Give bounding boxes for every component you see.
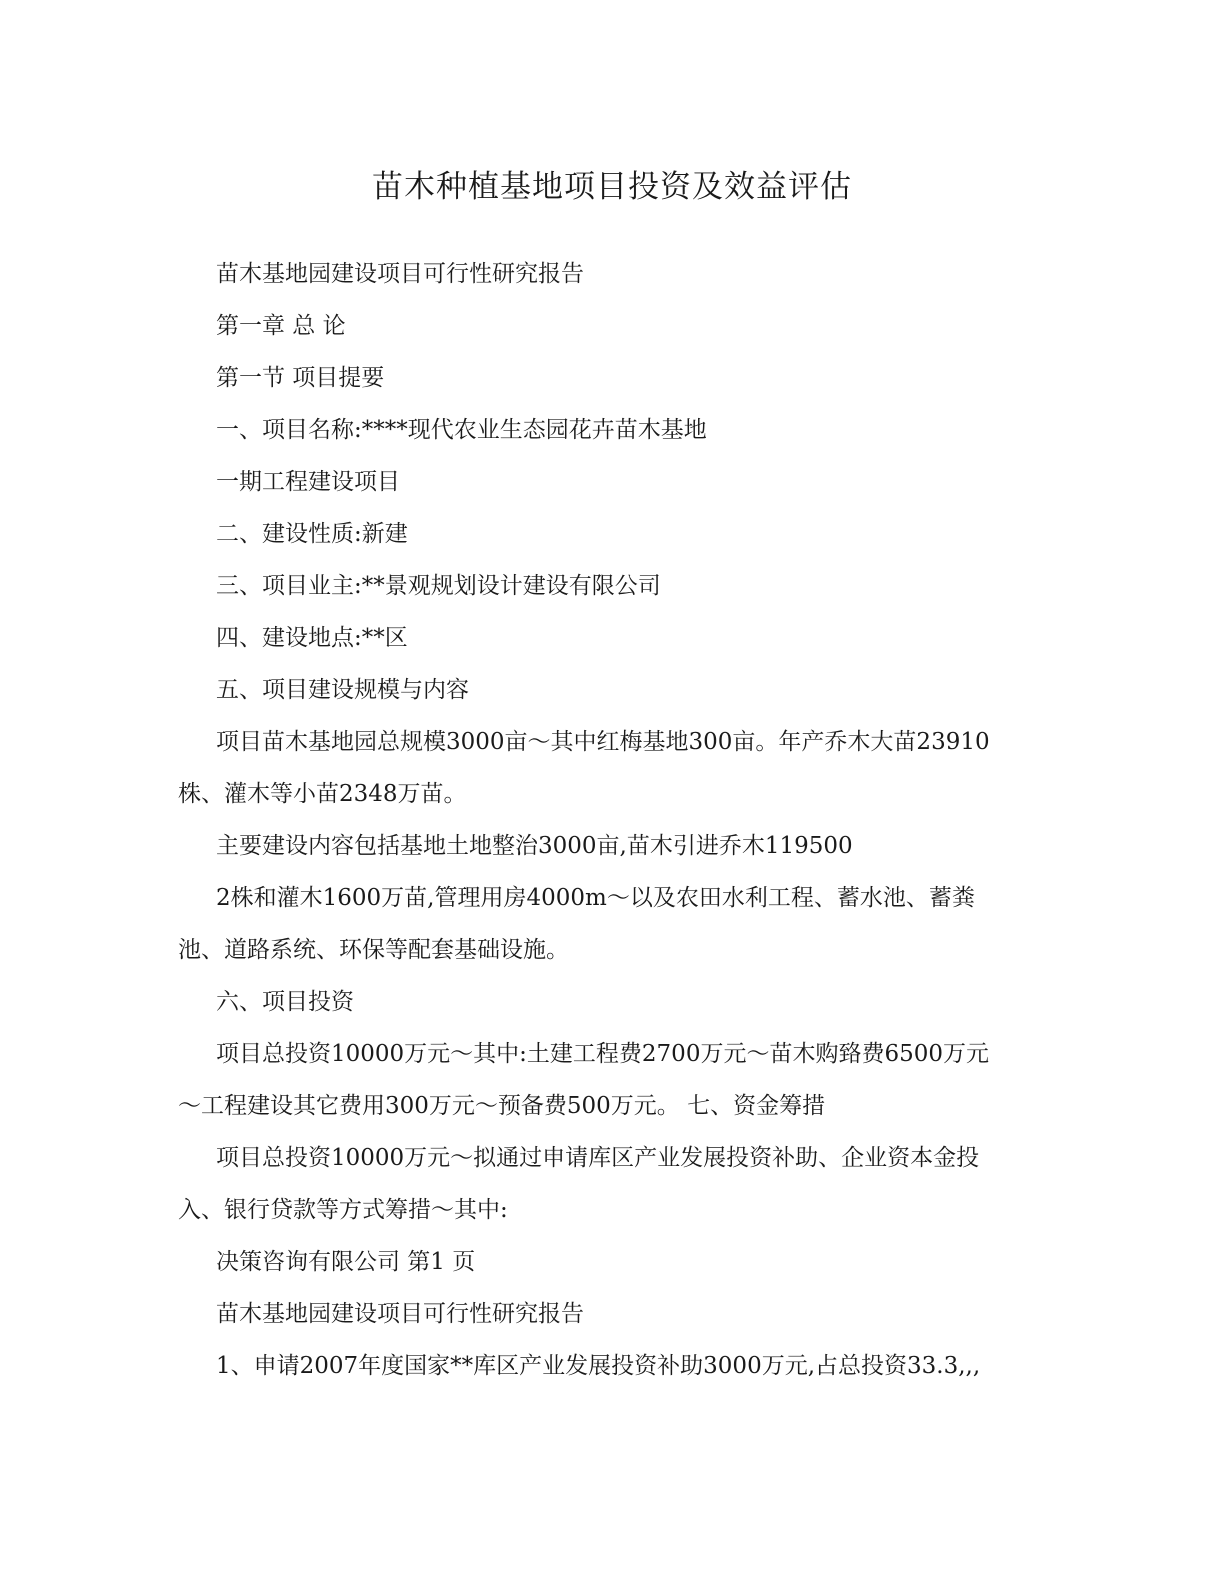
paragraph-line: 1、申请2007年度国家**库区产业发展投资补助3000万元,占总投资33.3,,,	[216, 1353, 981, 1379]
paragraph-line: 项目总投资10000万元～拟通过申请库区产业发展投资补助、企业资本金投	[216, 1145, 980, 1171]
document-body	[178, 248, 1028, 1392]
paragraph-line: 一期工程建设项目	[216, 469, 400, 495]
page-header: 苗木基地园建设项目可行性研究报告	[216, 1301, 584, 1327]
paragraph-line: 二、建设性质:新建	[216, 521, 408, 547]
paragraph-line: 株、灌木等小苗2348万苗。	[178, 781, 467, 807]
paragraph-line: 苗木基地园建设项目可行性研究报告	[216, 261, 584, 287]
paragraph-line: 三、项目业主:**景观规划设计建设有限公司	[216, 573, 661, 599]
chapter-heading: 第一章 总 论	[216, 313, 346, 339]
paragraph-line: 四、建设地点:**区	[216, 625, 408, 651]
paragraph-line: 一、项目名称:****现代农业生态园花卉苗木基地	[216, 417, 707, 443]
paragraph-line: 池、道路系统、环保等配套基础设施。	[178, 937, 569, 963]
paragraph-line: 2株和灌木1600万苗,管理用房4000m～以及农田水利工程、蓄水池、蓄粪	[216, 885, 975, 911]
document-title: 苗木种植基地项目投资及效益评估	[372, 169, 852, 205]
paragraph-line: 六、项目投资	[216, 989, 354, 1015]
paragraph-line: ～工程建设其它费用300万元～预备费500万元。 七、资金筹措	[178, 1093, 826, 1119]
page-footer: 决策咨询有限公司 第1 页	[216, 1249, 476, 1275]
paragraph-line: 项目总投资10000万元～其中:土建工程费2700万元～苗木购臵费6500万元	[216, 1041, 989, 1067]
paragraph-line: 主要建设内容包括基地土地整治3000亩,苗木引进乔木119500	[216, 833, 853, 859]
paragraph-line: 入、银行贷款等方式筹措～其中:	[178, 1197, 508, 1223]
paragraph-line: 五、项目建设规模与内容	[216, 677, 469, 703]
paragraph-line: 项目苗木基地园总规模3000亩～其中红梅基地300亩。年产乔木大苗23910	[216, 729, 990, 755]
section-heading: 第一节 项目提要	[216, 365, 385, 391]
